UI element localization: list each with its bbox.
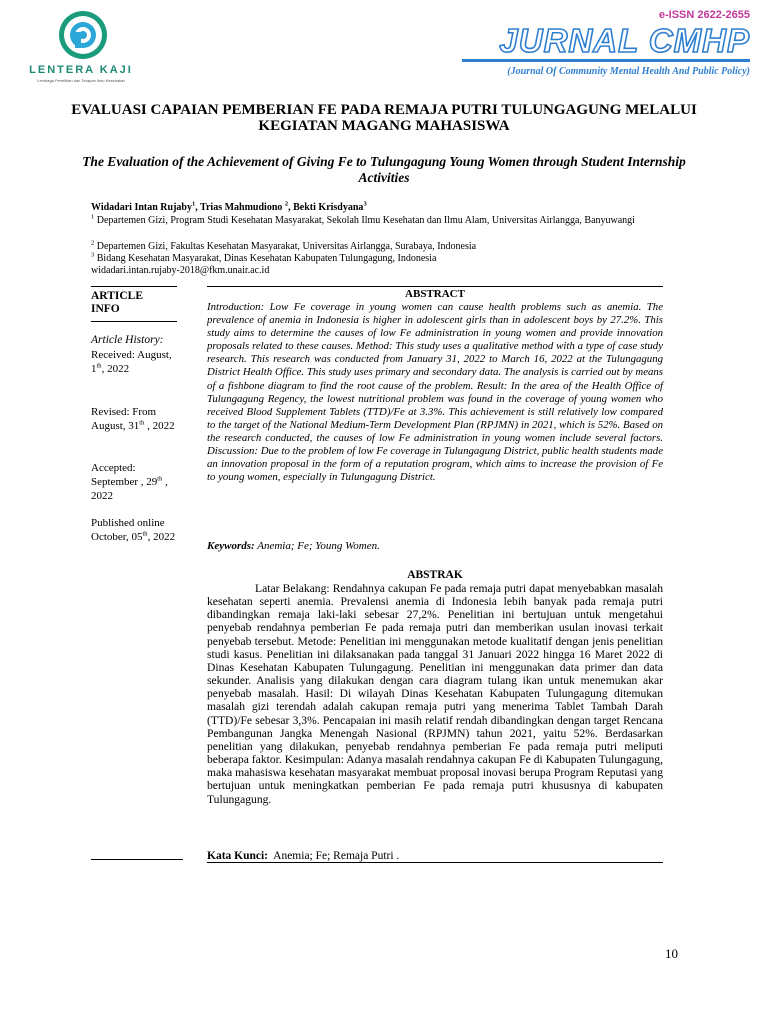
affiliation-sup: 1 xyxy=(91,213,95,221)
abstrak-body: Latar Belakang: Rendahnya cakupan Fe pada remaja putri dapat menyebabkan masalah kesehatan seperti anemia. Prevalensi anemia di Indonesia lebih banyak pada remaja putri dibandingkan remaja laki-laki sebesar 27,2%. Penelitian ini bertujuan untuk mengetahui penyebab rendahnya pemberian Fe pada remaja putri dan memberikan usulan inovasi terkait penyebab tersebut. Metode: Penelitian ini menggunakan metode kualitatif dengan jenis penelitian studi kasus. Penelitian ini dilaksanakan pada tanggal 31 Januari 2022 hingga 16 Maret 2022 di Dinas Kesehatan Kabupaten Tulungagung. Penelitian ini menggunakan data primer dan data sekunder. Analisis yang dilakukan dengan cara diagram tulang ikan untuk menemukan akar penyebab masalah. Hasil: Di wilayah Dinas Kesehatan Kabupaten Tulungagung ditemukan masalah gizi terendah adalah cakupan remaja putri yang menerima Tablet Tambah Darah (TTD)/Fe sebesar 3,3%. Pencapaian ini masih relatif rendah dibandingkan dengan target Rencana Pembangunan Jangka Menengah Nasional (RPJMN) tahun 2021, yaitu 52%. Berdasarkan penelitian yang dilakukan, penyebab rendahnya pemberian Fe pada remaja putri meliputi beberapa faktor. Kesimpulan: Adanya masalah rendahnya cakupan Fe di Kabupaten Tulungagung, maka mahasiswa kesehatan masyarakat membuat proposal inovasi berupa Program Reputasi yang bertujuan untuk meningkatkan pemberian Fe pada remaja putri khususnya di kabupaten Tulungagung. xyxy=(207,582,663,806)
lentera-kaji-logo xyxy=(22,10,140,86)
affiliation-text: Departemen Gizi, Fakultas Kesehatan Masyarakat, Universitas Airlangga, Surabaya, Indonesia xyxy=(94,241,477,252)
keywords-value: Anemia; Fe; Young Women. xyxy=(257,540,380,552)
issn: e-ISSN 2622-2655 xyxy=(658,9,750,21)
logo-emblem-icon xyxy=(58,10,108,60)
published-text: Published online October, 05 xyxy=(91,517,165,543)
abstract-bottom-rule xyxy=(207,862,663,863)
keywords xyxy=(207,540,380,552)
abstract-heading: ABSTRACT xyxy=(405,288,465,300)
revised-year: , 2022 xyxy=(144,420,175,432)
author-sup: 1 xyxy=(191,200,196,208)
revised-sup: th xyxy=(139,419,145,427)
article-info-top-rule xyxy=(91,286,177,287)
journal-subtitle: (Journal Of Community Mental Health And Public Policy) xyxy=(507,66,750,77)
revised-date xyxy=(91,405,181,433)
article-info-rule xyxy=(91,321,177,322)
received-year: , 2022 xyxy=(101,363,130,375)
published-date xyxy=(91,516,181,544)
accepted-year: , 2022 xyxy=(91,476,168,502)
page-number: 10 xyxy=(665,946,678,961)
accepted-date xyxy=(91,461,181,503)
english-title: The Evaluation of the Achievement of Giving Fe to Tulungagung Young Women through Student Internship Activities xyxy=(82,154,686,185)
journal-name: JURNAL CMHP xyxy=(499,22,750,59)
revised-text: Revised: From August, 31 xyxy=(91,406,157,432)
author-sup: 2 xyxy=(284,200,289,208)
logo-text: LENTERA KAJI xyxy=(29,64,133,76)
kata-kunci xyxy=(207,850,399,862)
article-history-label: Article History: xyxy=(91,334,164,346)
accepted-text: Accepted: September , 29 xyxy=(91,462,158,488)
affiliation-sup: 2 xyxy=(91,239,95,247)
kata-kunci-value: Anemia; Fe; Remaja Putri . xyxy=(273,850,400,862)
received-date xyxy=(91,348,181,376)
email: widadari.intan.rujaby-2018@fkm.unair.ac.id xyxy=(91,265,270,276)
article-info-heading: ARTICLE INFO xyxy=(91,290,143,315)
abstrak-heading: ABSTRAK xyxy=(407,569,463,581)
abstract-body: Introduction: Low Fe coverage in young women can cause health problems such as anemia. The prevalence of anemia in Indonesia is higher in adolescent girls than in adolescent boys by 27.2%. This study aims to determine the causes of low Fe administration in young women and provide innovation proposals related to these causes. Method: This study uses a qualitative method with a type of case study research. This research was conducted from January 31, 2022 to March 16, 2022 at the Tulungagung District Health Office. This study uses primary and secondary data. The analysis is carried out by means of a fishbone diagram to find the root cause of the problem. Result: In the area of the Health Office of Tulungagung Regency, the lowest nutritional problem was found in the coverage of young women who received Blood Supplement Tablets (TTD)/Fe at 3.3%. This achievement is still relatively low compared to the target of the National Medium-Term Development Plan (RPJMN) in 2021, which is 52%. Based on the research conducted, the causes of low Fe administration in young women include several factors. Discussion: Due to the problem of low Fe coverage in Tulungagung District, public health students made an innovation proposal in the form of a reputation program, which aims to increase the provision of Fe to young women, especially in Tulungagung District. xyxy=(207,301,663,484)
keywords-label: Keywords: xyxy=(207,540,255,552)
author-name: Trias Mahmudiono xyxy=(200,202,285,213)
author-sep: , xyxy=(288,202,294,213)
author-name: Widadari Intan Rujaby xyxy=(91,202,192,213)
affiliation-text: Departemen Gizi, Program Studi Kesehatan Masyarakat, Sekolah Ilmu Kesehatan dan Ilmu Alam, Universitas Airlangga, Banyuwangi xyxy=(94,215,635,226)
logo-subtext: Lembaga Penelitian dan Terapan Ilmu Kesehatan xyxy=(37,78,125,83)
author-sep: , xyxy=(195,202,201,213)
author-sup: 3 xyxy=(363,200,367,208)
received-sup: th xyxy=(96,362,102,370)
published-sup: th xyxy=(142,530,148,538)
article-info-bottom-rule xyxy=(91,859,183,860)
published-year: , 2022 xyxy=(147,531,176,543)
kata-kunci-label: Kata Kunci: xyxy=(207,850,269,862)
affiliation-3 xyxy=(91,253,691,265)
accepted-sup: th xyxy=(157,475,163,483)
author-list xyxy=(91,202,367,213)
affiliation-sup: 3 xyxy=(91,251,95,259)
paper-title: EVALUASI CAPAIAN PEMBERIAN FE PADA REMAJA PUTRI TULUNGAGUNG MELALUI KEGIATAN MAGANG MAHASISWA xyxy=(71,102,697,134)
received-text: Received: August, 1 xyxy=(91,349,172,375)
journal-rule xyxy=(462,59,750,62)
affiliation-2 xyxy=(91,241,691,253)
affiliation-text: Bidang Kesehatan Masyarakat, Dinas Kesehatan Kabupaten Tulungagung, Indonesia xyxy=(94,253,437,264)
abstract-top-rule xyxy=(207,286,663,287)
author-name: Bekti Krisdyana xyxy=(293,202,364,213)
affiliation-1 xyxy=(91,215,691,227)
